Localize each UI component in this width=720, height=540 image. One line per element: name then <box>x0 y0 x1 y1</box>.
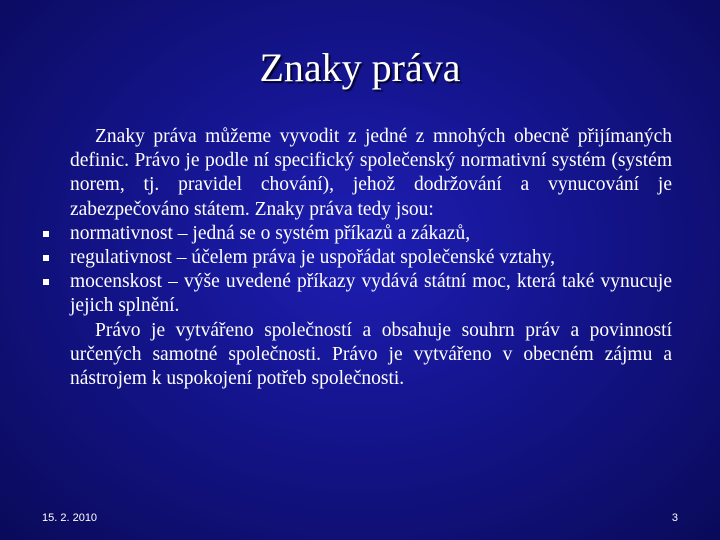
square-bullet-icon <box>43 246 49 270</box>
bullet-item <box>40 222 672 246</box>
bullet-text: normativnost – jedná se o systém příkazů a zákazů, <box>70 222 471 244</box>
paragraph-text: Znaky práva můžeme vyvodit z jedné z mnohých obecně přijímaných definic. Právo je podle ní specifický společenský normativní systém (systém norem, tj. pravidel chování), jehož dodržování a vynucování je zabezpečováno státem. Znaky práva tedy jsou: <box>70 126 672 220</box>
square-bullet-icon <box>43 270 49 294</box>
footer-date: 15. 2. 2010 <box>42 512 98 524</box>
paragraph-text: Právo je vytvářeno společností a obsahuje souhrn práv a povinností určených samotné společnosti. Právo je vytvářeno v obecném zájmu a nástrojem k uspokojení potřeb společnosti. <box>70 319 672 390</box>
closing-paragraph <box>40 319 672 392</box>
bullet-item <box>40 246 672 270</box>
page-number: 3 <box>671 512 678 524</box>
slide-title: Znaky práva <box>259 45 461 90</box>
bullet-text: regulativnost – účelem práva je uspořádat společenské vztahy, <box>70 247 555 269</box>
intro-paragraph <box>40 125 672 222</box>
bullet-text: mocenskost – výše uvedené příkazy vydává státní moc, která také vynucuje jejich splnění. <box>70 271 672 317</box>
square-bullet-icon <box>43 222 49 246</box>
slide-body <box>40 125 672 391</box>
bullet-item <box>40 270 672 318</box>
